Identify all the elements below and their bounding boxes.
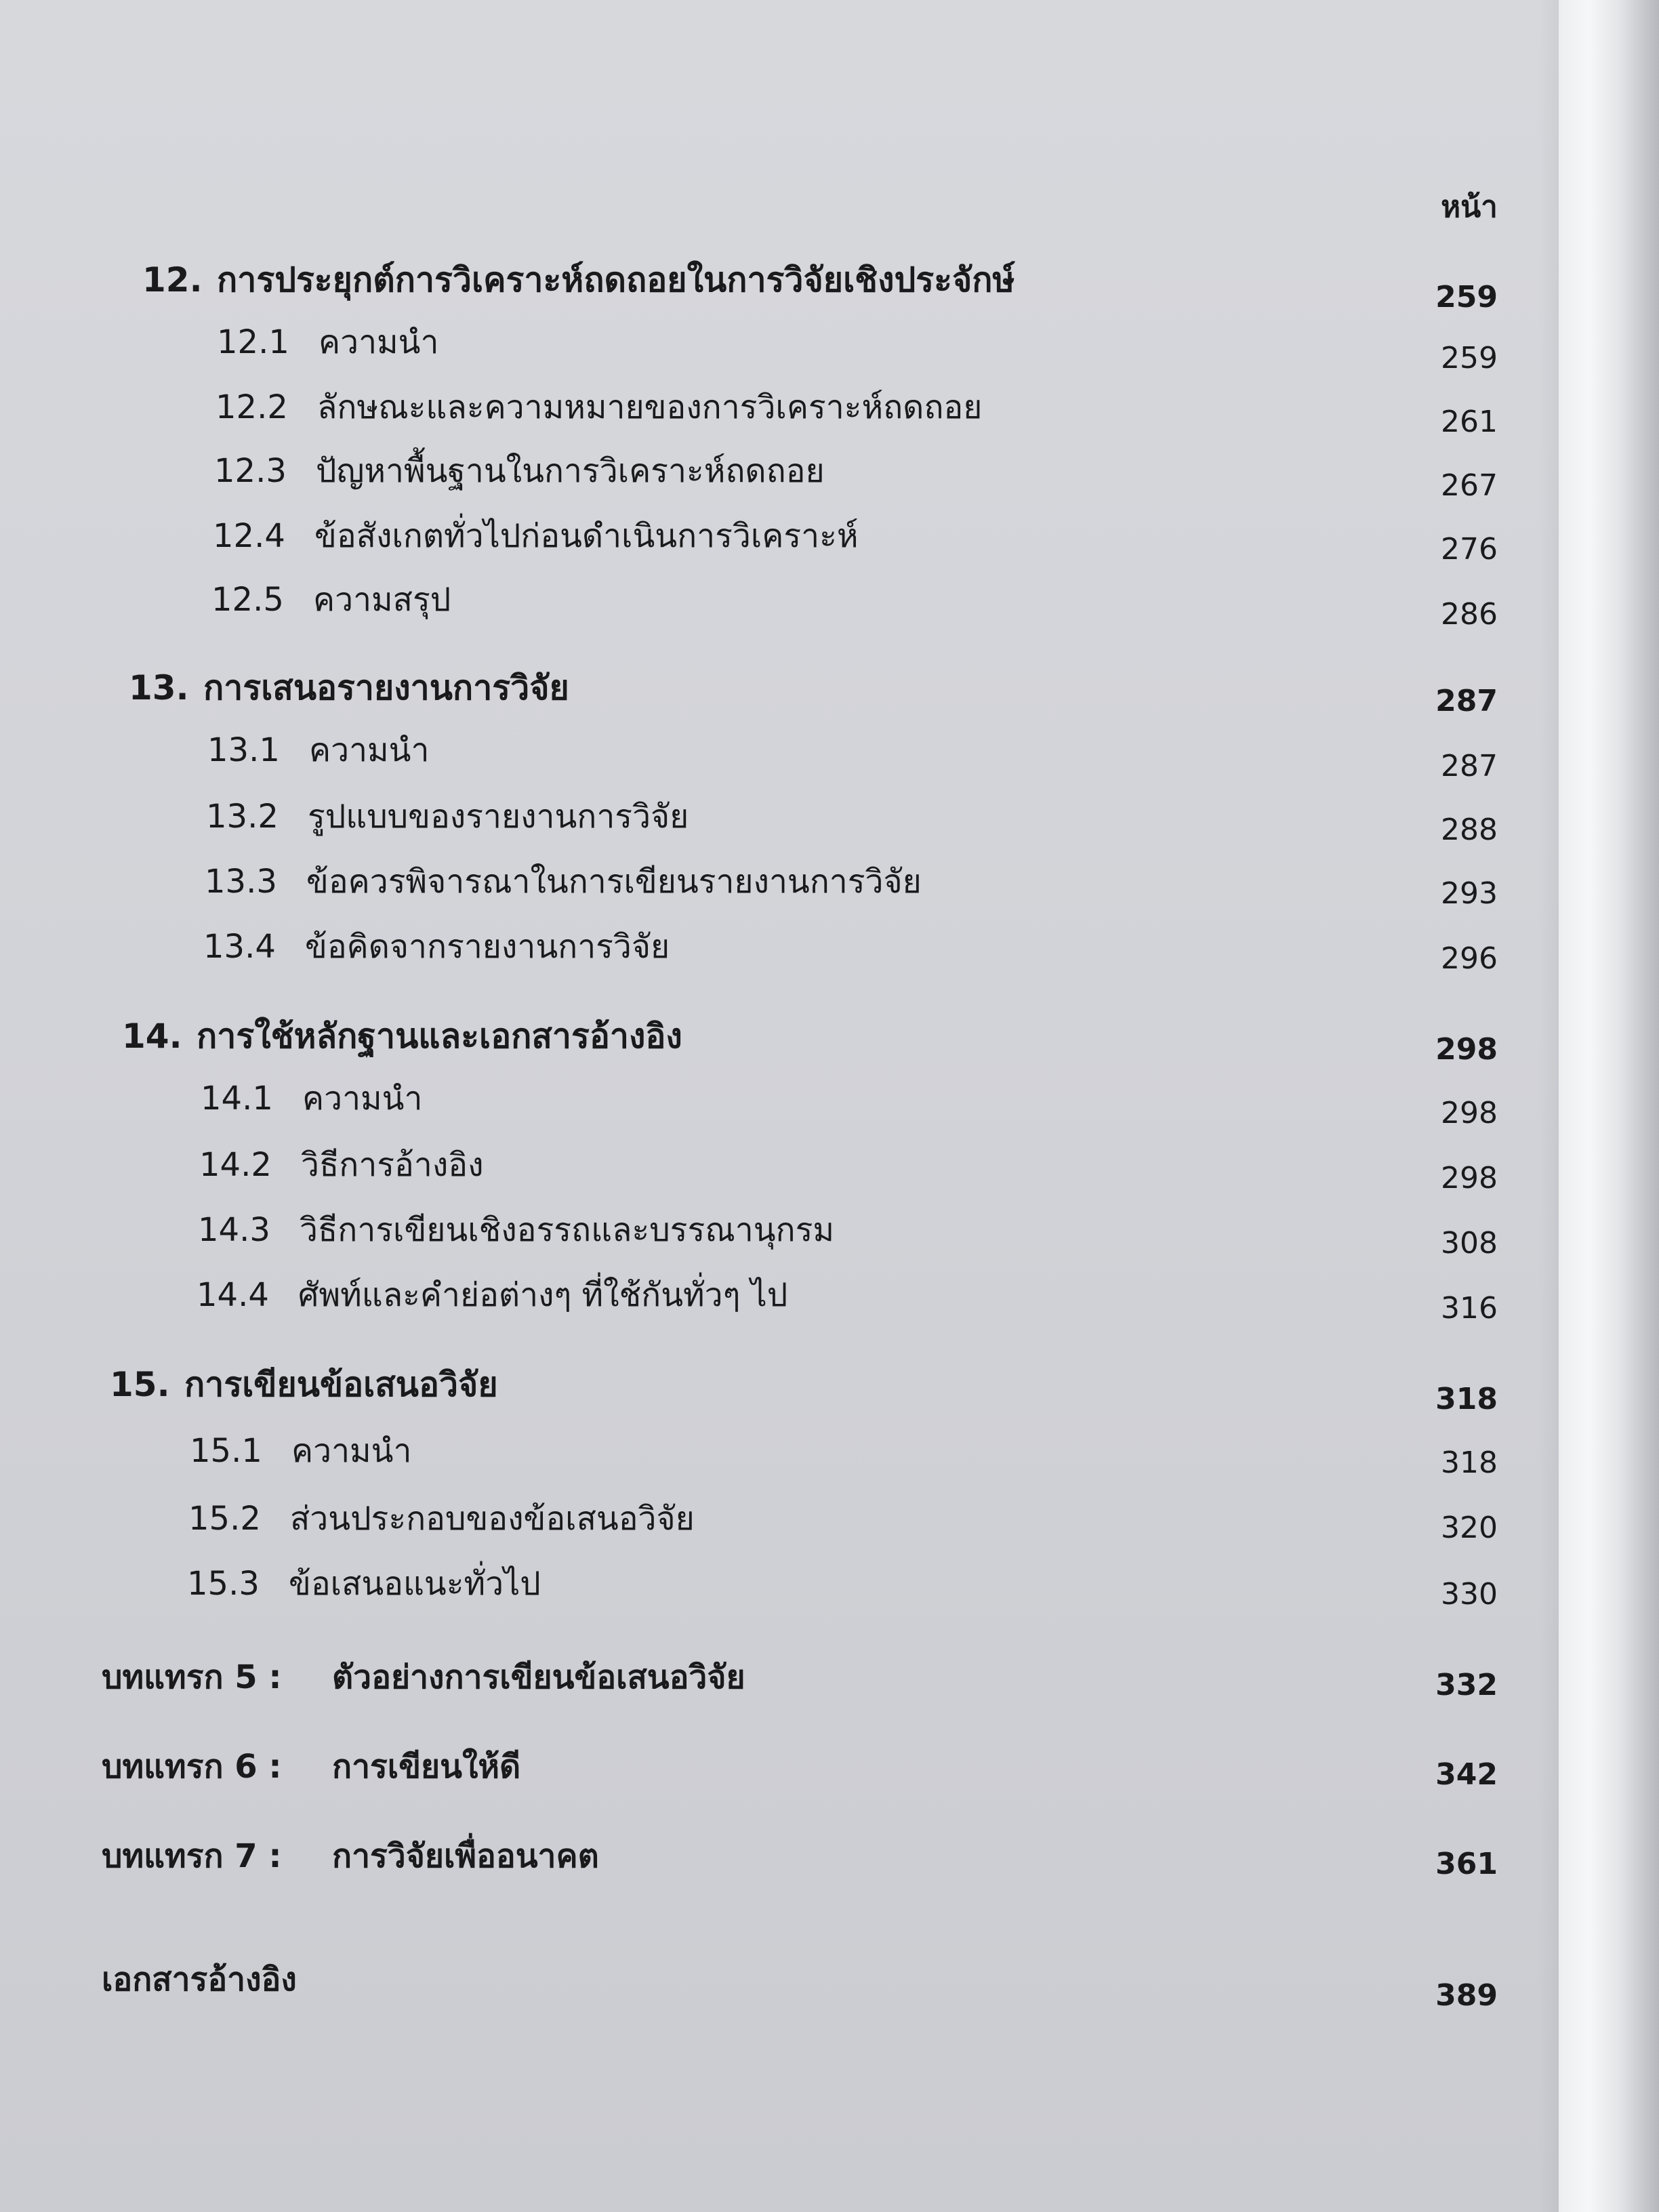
section-number: 12.2 (216, 388, 288, 426)
section-page-number: 296 (1441, 941, 1498, 976)
toc-section-14-2 (199, 1141, 484, 1189)
appendix-title: ตัวอย่างการเขียนข้อเสนอวิจัย (332, 1658, 745, 1696)
toc-section-13-3 (205, 858, 922, 905)
section-title: ศัพท์และคำย่อต่างๆ ที่ใช้กันทั่วๆ ไป (298, 1276, 788, 1314)
chapter-page-number: 298 (1435, 1032, 1498, 1067)
section-page-number: 286 (1441, 597, 1498, 632)
page-column-heading: หน้า (1441, 190, 1498, 224)
section-page-number: 276 (1441, 532, 1498, 567)
toc-section-12-1 (217, 319, 438, 366)
section-page-number: 318 (1441, 1446, 1498, 1480)
toc-section-12-2 (216, 384, 982, 431)
section-number: 12.4 (213, 517, 285, 555)
section-title: ความนำ (291, 1432, 412, 1470)
section-title: ความนำ (302, 1080, 423, 1118)
appendix-page-number: 342 (1435, 1757, 1498, 1792)
chapter-number: 12. (142, 260, 203, 300)
toc-chapter-13 (129, 664, 569, 712)
appendix-label: บทแทรก 6 : (102, 1748, 282, 1786)
section-title: วิธีการอ้างอิง (301, 1146, 484, 1184)
toc-appendix-6 (102, 1743, 520, 1790)
toc-section-14-1 (201, 1075, 422, 1122)
appendix-label: บทแทรก 5 : (102, 1658, 282, 1696)
chapter-page-number: 259 (1435, 280, 1498, 314)
chapter-title: การเสนอรายงานการวิจัย (203, 668, 569, 708)
section-page-number: 330 (1441, 1577, 1498, 1612)
section-page-number: 293 (1441, 876, 1498, 911)
section-number: 14.4 (197, 1276, 269, 1314)
section-number: 15.1 (190, 1432, 262, 1470)
section-number: 15.2 (188, 1500, 261, 1538)
section-title: ข้อคิดจากรายงานการวิจัย (305, 928, 670, 966)
toc-chapter-15 (110, 1361, 498, 1408)
section-page-number: 259 (1441, 341, 1498, 375)
section-page-number: 298 (1441, 1161, 1498, 1195)
references-page-number: 389 (1435, 1978, 1498, 2013)
toc-section-14-3 (198, 1206, 834, 1254)
toc-section-12-4 (213, 512, 859, 560)
section-number: 13.3 (205, 863, 277, 901)
section-number: 12.1 (217, 323, 289, 361)
toc-section-12-5 (211, 576, 451, 623)
section-page-number: 298 (1441, 1096, 1498, 1130)
toc-chapter-12 (142, 256, 1015, 304)
appendix-page-number: 332 (1435, 1668, 1498, 1702)
chapter-number: 15. (110, 1365, 170, 1404)
section-page-number: 261 (1441, 405, 1498, 439)
references-title: เอกสารอ้างอิง (102, 1961, 297, 1999)
appendix-title: การเขียนให้ดี (332, 1748, 521, 1786)
toc-chapter-14 (122, 1012, 682, 1060)
section-page-number: 287 (1441, 749, 1498, 783)
section-number: 13.2 (206, 798, 279, 836)
section-number: 12.3 (214, 452, 287, 490)
section-number: 14.2 (199, 1146, 272, 1184)
toc-section-13-4 (203, 923, 670, 970)
toc-section-15-1 (190, 1427, 411, 1475)
toc-section-15-3 (187, 1560, 541, 1607)
chapter-title: การประยุกต์การวิเคราะห์ถดถอยในการวิจัยเชิงประจักษ์ (217, 260, 1015, 300)
section-page-number: 320 (1441, 1511, 1498, 1545)
section-page-number: 316 (1441, 1291, 1498, 1326)
appendix-title: การวิจัยเพื่ออนาคต (332, 1837, 599, 1875)
section-page-number: 288 (1441, 813, 1498, 847)
toc-section-15-2 (188, 1495, 695, 1542)
appendix-label: บทแทรก 7 : (102, 1837, 282, 1875)
section-number: 13.4 (203, 928, 276, 966)
section-title: ข้อสังเกตทั่วไปก่อนดำเนินการวิเคราะห์ (314, 517, 859, 555)
toc-section-13-2 (206, 793, 689, 840)
chapter-page-number: 287 (1435, 684, 1498, 718)
section-number: 13.1 (207, 731, 280, 769)
chapter-title: การเขียนข้อเสนอวิจัย (184, 1365, 498, 1404)
chapter-title: การใช้หลักฐานและเอกสารอ้างอิง (197, 1017, 682, 1056)
toc-section-13-1 (207, 726, 429, 774)
section-title: ความนำ (319, 323, 439, 361)
section-number: 12.5 (211, 581, 284, 619)
toc-section-14-4 (197, 1271, 787, 1319)
section-title: ความสรุป (313, 581, 451, 619)
chapter-number: 13. (129, 668, 189, 708)
section-title: ความนำ (309, 731, 430, 769)
section-title: รูปแบบของรายงานการวิจัย (308, 798, 689, 836)
section-page-number: 308 (1441, 1226, 1498, 1261)
toc-references (102, 1956, 297, 2003)
toc-section-12-3 (214, 447, 825, 495)
section-title: วิธีการเขียนเชิงอรรถและบรรณานุกรม (300, 1211, 835, 1249)
toc-appendix-5 (102, 1654, 745, 1701)
section-title: ข้อเสนอแนะทั่วไป (289, 1565, 541, 1603)
chapter-page-number: 318 (1435, 1382, 1498, 1416)
section-number: 15.3 (187, 1565, 260, 1603)
page-edge (1559, 0, 1659, 2212)
chapter-number: 14. (122, 1017, 182, 1056)
appendix-page-number: 361 (1435, 1847, 1498, 1881)
section-number: 14.3 (198, 1211, 270, 1249)
section-title: ส่วนประกอบของข้อเสนอวิจัย (290, 1500, 695, 1538)
section-title: ลักษณะและความหมายของการวิเคราะห์ถดถอย (317, 388, 983, 426)
section-number: 14.1 (201, 1080, 273, 1118)
section-title: ปัญหาพื้นฐานในการวิเคราะห์ถดถอย (316, 452, 825, 490)
section-title: ข้อควรพิจารณาในการเขียนรายงานการวิจัย (306, 863, 922, 901)
section-page-number: 267 (1441, 468, 1498, 503)
toc-appendix-7 (102, 1832, 599, 1880)
